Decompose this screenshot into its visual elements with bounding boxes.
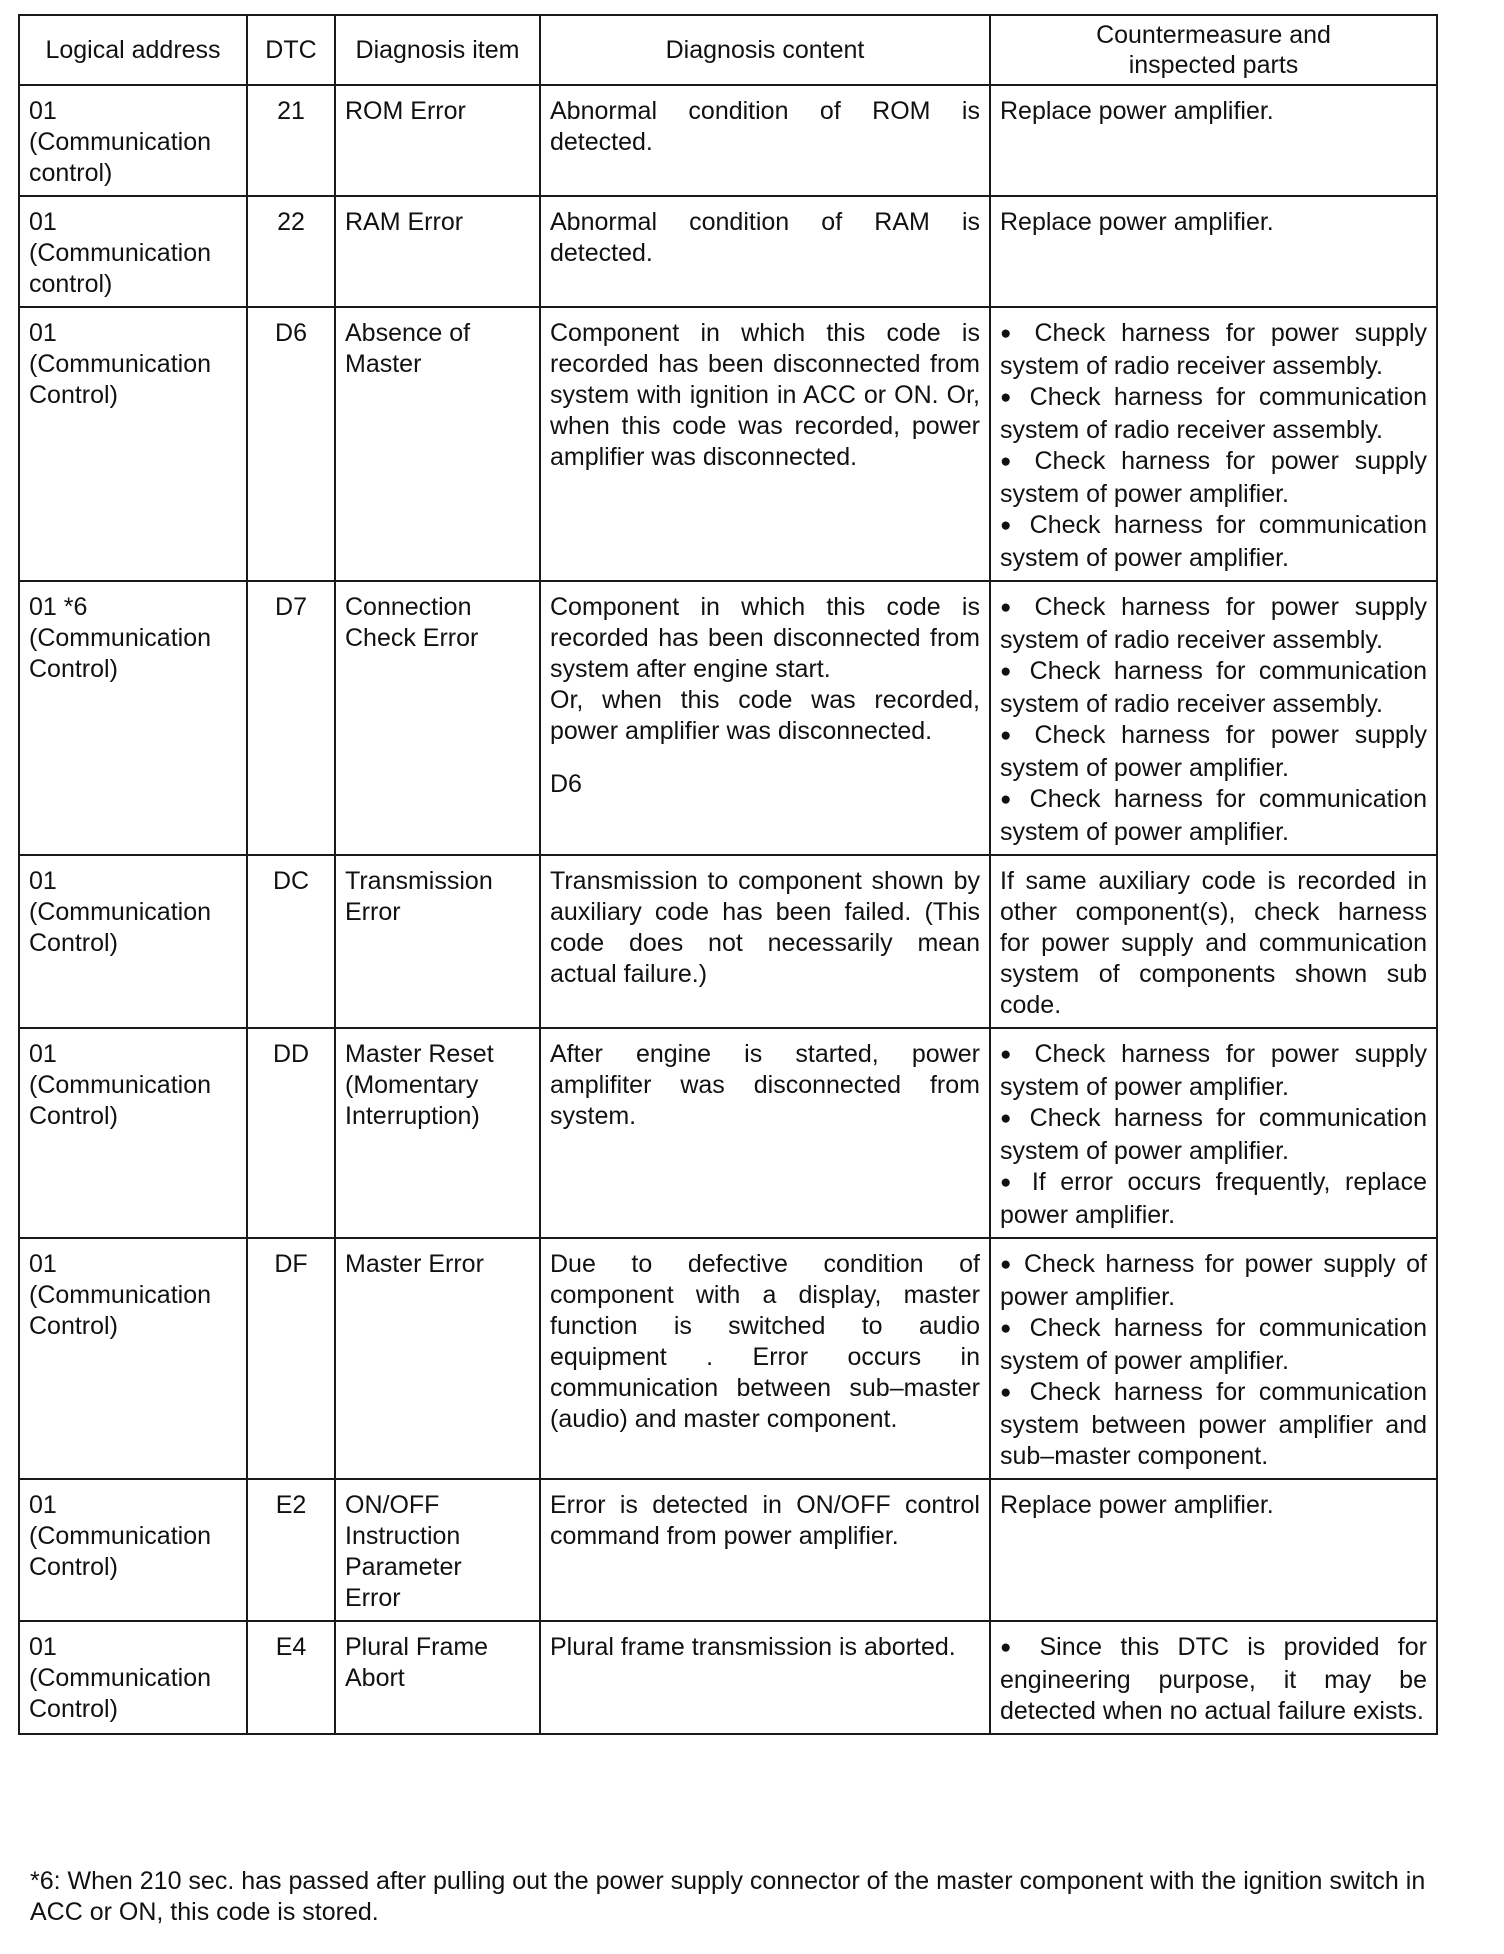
countermeasure-bullet-item: ● Since this DTC is provided for engineering purpose, it may be detected when no actual failure exists. [1000, 1632, 1427, 1727]
diagnosis-content-cell [540, 307, 990, 581]
diagnosis-item-cell: Master Error [335, 1238, 540, 1479]
diagnosis-content-text: Abnormal condition of ROM is detected. [550, 97, 980, 156]
diagnosis-content-cell [540, 1238, 990, 1479]
countermeasure-cell [990, 1238, 1437, 1479]
countermeasure-cell [990, 85, 1437, 196]
diagnosis-content-text: Plural frame transmission is aborted. [550, 1633, 956, 1661]
dtc-code-cell: DC [247, 855, 335, 1028]
countermeasure-cell [990, 581, 1437, 855]
diagnosis-content-text: Transmission to component shown by auxiliary code has been failed. (This code does not necessarily mean actual failure.) [550, 867, 980, 988]
diagnosis-content-cell [540, 1479, 990, 1621]
table-row [19, 307, 1437, 581]
column-header-diagnosis-item: Diagnosis item [335, 15, 540, 85]
diagnosis-item-cell: Master Reset (Momentary Interruption) [335, 1028, 540, 1238]
footnote: *6: When 210 sec. has passed after pulling out the power supply connector of the master component with the ignition switch in ACC or ON, this code is stored. [30, 1867, 1426, 1926]
countermeasure-text: Replace power amplifier. [1000, 1491, 1274, 1519]
countermeasure-cell [990, 1028, 1437, 1238]
countermeasure-text: If same auxiliary code is recorded in other component(s), check harness for power supply and communication system of components shown sub code. [1000, 867, 1427, 1019]
table-header-row [19, 15, 1437, 85]
table-row [19, 1479, 1437, 1621]
countermeasure-bullet-item: ● Check harness for communication system between power amplifier and sub–master component. [1000, 1377, 1427, 1472]
dtc-code-cell: E2 [247, 1479, 335, 1621]
countermeasure-cell [990, 1621, 1437, 1734]
countermeasure-bullet-item: ● Check harness for power supply system of power amplifier. [1000, 720, 1427, 784]
countermeasure-bullet-item: ● Check harness for power supply system of radio receiver assembly. [1000, 592, 1427, 656]
countermeasure-cell [990, 307, 1437, 581]
diagnosis-content-text: After engine is started, power amplifiter was disconnected from system. [550, 1040, 980, 1130]
dtc-table-body [19, 85, 1437, 1734]
countermeasure-bullet-item: ● Check harness for communication system of radio receiver assembly. [1000, 382, 1427, 446]
logical-address-cell: 01 (Communication Control) [19, 1238, 247, 1479]
dtc-code-cell: DF [247, 1238, 335, 1479]
logical-address-cell: 01 (Communication Control) [19, 307, 247, 581]
dtc-table [18, 14, 1438, 1735]
countermeasure-bullet-item: ● If error occurs frequently, replace power amplifier. [1000, 1167, 1427, 1231]
diagnosis-content-text: Component in which this code is recorded has been disconnected from system after engine start. [550, 593, 980, 683]
diagnosis-item-cell: Absence of Master [335, 307, 540, 581]
column-header-countermeasure-text: Countermeasure and inspected parts [1096, 21, 1331, 79]
diagnosis-content-cell [540, 1028, 990, 1238]
diagnosis-content-cell [540, 581, 990, 855]
diagnosis-content-text: Error is detected in ON/OFF control command from power amplifier. [550, 1491, 980, 1550]
dtc-code-cell: E4 [247, 1621, 335, 1734]
countermeasure-cell [990, 855, 1437, 1028]
countermeasure-bullet-item: ● Check harness for communication system of power amplifier. [1000, 510, 1427, 574]
logical-address-cell: 01 (Communication Control) [19, 1028, 247, 1238]
diagnosis-content-text: Or, when this code was recorded, power amplifier was disconnected. [550, 686, 980, 745]
countermeasure-bullet-item: ● Check harness for communication system of power amplifier. [1000, 1103, 1427, 1167]
dtc-code-cell: D7 [247, 581, 335, 855]
diagnosis-content-text: Abnormal condition of RAM is detected. [550, 208, 980, 267]
logical-address-cell: 01 (Communication Control) [19, 1479, 247, 1621]
table-row [19, 1028, 1437, 1238]
logical-address-cell: 01 (Communication control) [19, 85, 247, 196]
diagnosis-item-cell: Plural Frame Abort [335, 1621, 540, 1734]
diagnosis-content-text: D6 [550, 770, 582, 798]
diagnosis-content-text: Component in which this code is recorded has been disconnected from system with ignition in ACC or ON. Or, when this code was recorded, power amplifier was disconnected. [550, 319, 980, 471]
countermeasure-text: Replace power amplifier. [1000, 208, 1274, 236]
countermeasure-bullet-item: ● Check harness for power supply of power amplifier. [1000, 1249, 1427, 1313]
diagnosis-item-cell: ROM Error [335, 85, 540, 196]
countermeasure-bullet-item: ● Check harness for power supply system of power amplifier. [1000, 446, 1427, 510]
diagnosis-item-cell: Transmission Error [335, 855, 540, 1028]
diagnosis-content-cell [540, 85, 990, 196]
countermeasure-bullet-item: ● Check harness for power supply system of radio receiver assembly. [1000, 318, 1427, 382]
logical-address-cell: 01 (Communication control) [19, 196, 247, 307]
table-row [19, 581, 1437, 855]
logical-address-cell: 01 (Communication Control) [19, 1621, 247, 1734]
diagnosis-content-cell [540, 855, 990, 1028]
column-header-dtc: DTC [247, 15, 335, 85]
dtc-code-cell: 21 [247, 85, 335, 196]
dtc-code-cell: DD [247, 1028, 335, 1238]
countermeasure-bullet-item: ● Check harness for communication system of radio receiver assembly. [1000, 656, 1427, 720]
dtc-code-cell: D6 [247, 307, 335, 581]
column-header-diagnosis-content: Diagnosis content [540, 15, 990, 85]
diagnosis-content-cell [540, 196, 990, 307]
countermeasure-bullet-item: ● Check harness for communication system of power amplifier. [1000, 1313, 1427, 1377]
table-row [19, 85, 1437, 196]
column-header-logical-address: Logical address [19, 15, 247, 85]
countermeasure-bullet-item: ● Check harness for communication system of power amplifier. [1000, 784, 1427, 848]
diagnosis-item-cell: Connection Check Error [335, 581, 540, 855]
column-header-countermeasure [990, 15, 1437, 85]
countermeasure-cell [990, 1479, 1437, 1621]
logical-address-cell: 01 (Communication Control) [19, 855, 247, 1028]
dtc-code-cell: 22 [247, 196, 335, 307]
table-row [19, 1238, 1437, 1479]
logical-address-cell: 01 *6 (Communication Control) [19, 581, 247, 855]
countermeasure-text: Replace power amplifier. [1000, 97, 1274, 125]
diagnosis-content-cell [540, 1621, 990, 1734]
countermeasure-bullet-item: ● Check harness for power supply system of power amplifier. [1000, 1039, 1427, 1103]
countermeasure-cell [990, 196, 1437, 307]
diagnosis-content-text: Due to defective condition of component with a display, master function is switched to audio equipment . Error occurs in communication between sub–master (audio) and master component. [550, 1250, 980, 1433]
table-row [19, 1621, 1437, 1734]
table-row [19, 196, 1437, 307]
diagnosis-item-cell: RAM Error [335, 196, 540, 307]
table-row [19, 855, 1437, 1028]
diagnosis-item-cell: ON/OFF Instruction Parameter Error [335, 1479, 540, 1621]
